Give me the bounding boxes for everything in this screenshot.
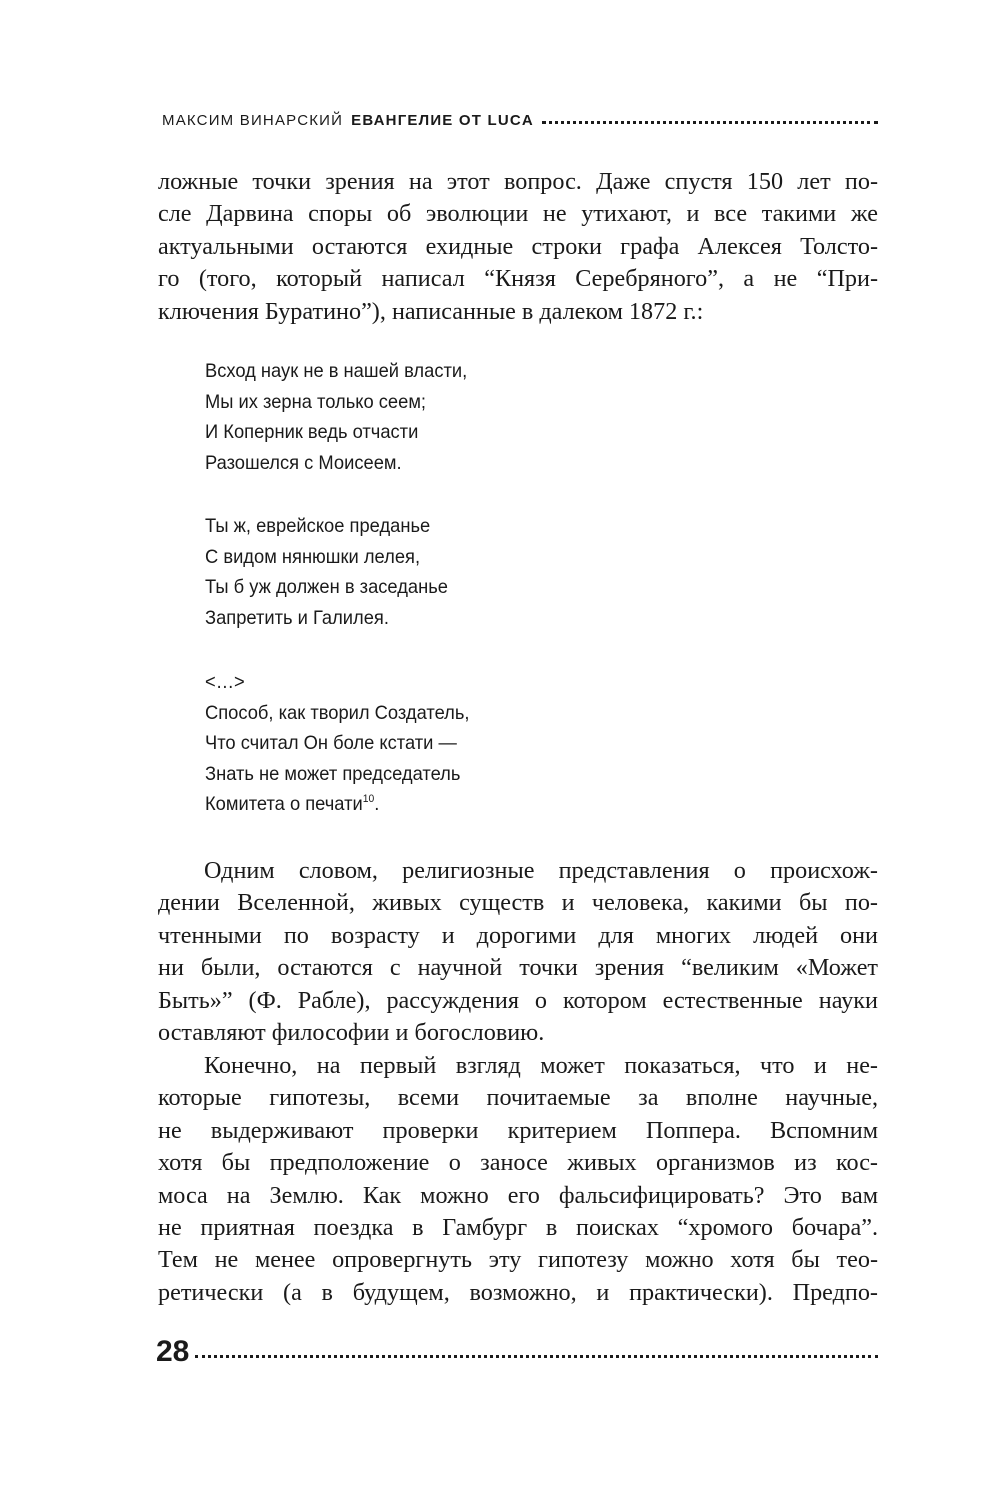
text-line: ни были, остаются с научной точки зрения “великим «Может	[158, 954, 878, 982]
text-line: чтенными по возрасту и дорогими для многих людей они	[158, 921, 878, 949]
poem-line: Способ, как творил Создатель,	[205, 701, 470, 724]
poem-stanza-2	[205, 511, 769, 633]
poem-line: Ты б уж должен в заседанье	[205, 576, 448, 599]
text-line: оставляют философии и богословию.	[158, 1018, 545, 1046]
poem-line: Знать не может председатель	[205, 762, 461, 785]
paragraph-religion	[158, 855, 878, 1049]
poem-line: И Коперник ведь отчасти	[205, 421, 419, 444]
poem-stanza-3	[205, 667, 769, 820]
text-line: Тем не менее опровергнуть эту гипотезу можно хотя бы тео-	[158, 1246, 878, 1274]
text-line: Одним словом, религиозные представления о происхож-	[204, 857, 878, 884]
text-line: сле Дарвина споры об эволюции не утихают, и все такими же	[158, 200, 878, 228]
poem-line: Запретить и Галилея.	[205, 606, 389, 629]
text-line: моса на Землю. Как можно его фальсифицировать? Это вам	[158, 1181, 878, 1209]
text-line: хотя бы предположение о заносе живых организмов из кос-	[158, 1149, 878, 1177]
poem-line: Что считал Он боле кстати —	[205, 732, 457, 755]
poem-line: С видом нянюшки лелея,	[205, 545, 421, 568]
text-line: дении Вселенной, живых существ и человека, какими бы по-	[158, 889, 878, 917]
poem-line: Всход наук не в нашей власти,	[205, 360, 468, 382]
poem-line: Ты ж, еврейское преданье	[205, 515, 431, 537]
paragraph-continued	[158, 166, 878, 328]
text-line: ретически (а в будущем, возможно, и практически). Предпо-	[158, 1278, 878, 1306]
footer-dot-leader	[195, 1351, 878, 1358]
header-dot-leader	[542, 117, 878, 124]
page-footer	[156, 1335, 878, 1369]
poem-line-period: .	[374, 793, 380, 816]
text-line: го (того, который написал “Князя Серебряного”, а не “При-	[158, 265, 878, 293]
text-line: не выдерживают проверки критерием Поппера. Вспомним	[158, 1116, 878, 1144]
text-line: которые гипотезы, всеми почитаемые за вполне научные,	[158, 1084, 878, 1112]
text-line: ключения Буратино”), написанные в далеком 1872 г.:	[158, 297, 704, 325]
poem-line-with-footnote	[205, 789, 769, 820]
poem-line: <…>	[205, 671, 245, 693]
header-book-title: ЕВАНГЕЛИЕ ОТ LUCA	[351, 112, 534, 129]
paragraph-popper	[158, 1050, 878, 1309]
text-line: ложные точки зрения на этот вопрос. Даже спустя 150 лет по-	[158, 168, 878, 195]
header-author: МАКСИМ ВИНАРСКИЙ	[162, 112, 344, 129]
page-number: 28	[156, 1335, 190, 1368]
poem-line: Мы их зерна только сеем;	[205, 390, 427, 413]
poem-line-text: Комитета о печати	[205, 793, 363, 816]
footnote-reference[interactable]: 10	[362, 793, 375, 806]
poem-line: Разошелся с Моисеем.	[205, 451, 402, 474]
text-line: актуальными остаются ехидные строки графа Алексея Толсто-	[158, 232, 878, 260]
text-line: Быть»” (Ф. Рабле), рассуждения о котором естественные науки	[158, 986, 878, 1014]
poem-stanza-1	[205, 356, 769, 478]
text-line: не приятная поездка в Гамбург в поисках “хромого бочара”.	[158, 1213, 878, 1241]
text-line: Конечно, на первый взгляд может показаться, что и не-	[204, 1052, 878, 1079]
running-header	[162, 112, 878, 129]
